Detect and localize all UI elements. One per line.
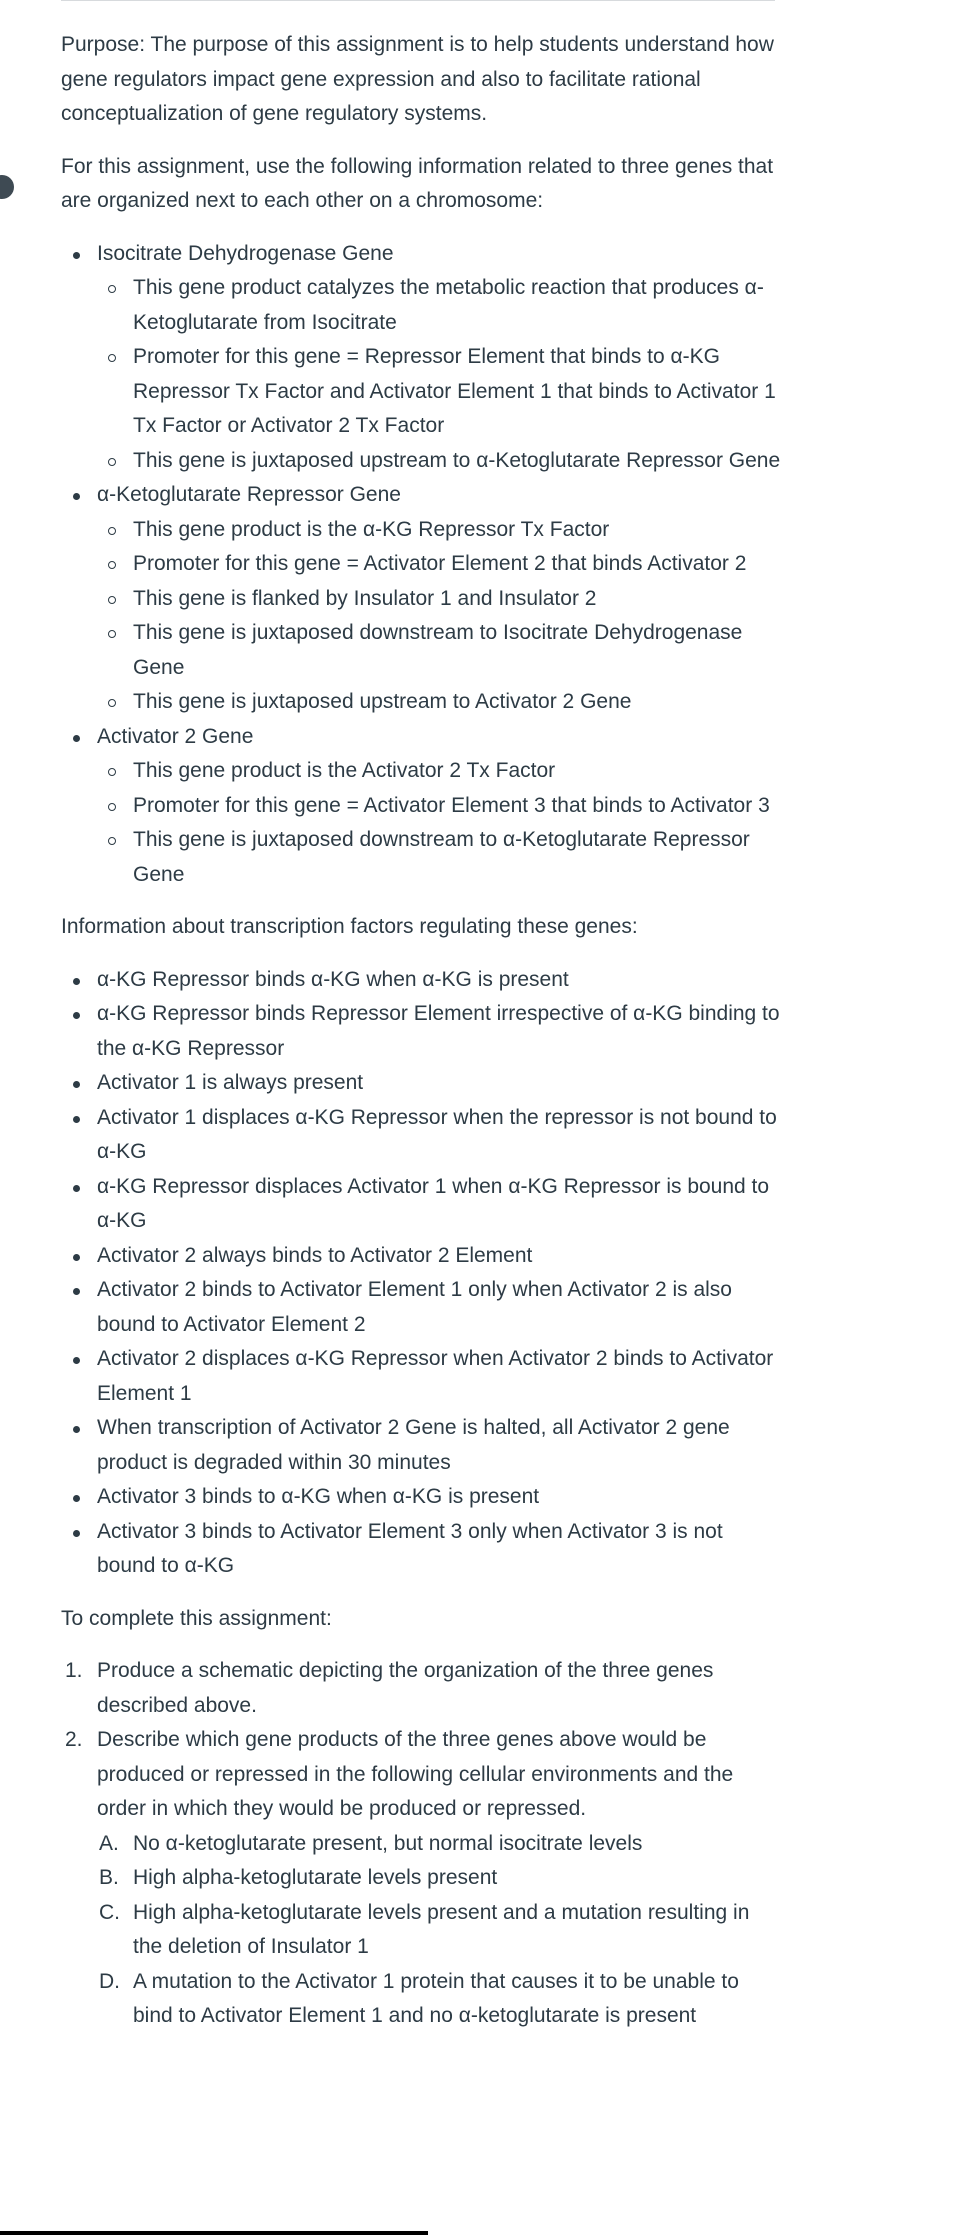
- tf-fact: α-KG Repressor displaces Activator 1 when α-KG Repressor is bound to α-KG: [61, 1170, 781, 1239]
- task-item: [61, 1723, 781, 2034]
- gene-detail: This gene is flanked by Insulator 1 and Insulator 2: [97, 582, 781, 617]
- gene-detail: This gene is juxtaposed upstream to Activator 2 Gene: [97, 685, 781, 720]
- circle-bullet-icon: [108, 561, 116, 569]
- tf-fact: Activator 3 binds to α-KG when α-KG is present: [61, 1480, 781, 1515]
- bullet-icon: [73, 493, 80, 500]
- gene-detail-list: [97, 754, 781, 892]
- circle-bullet-icon: [108, 630, 116, 638]
- tf-fact: Activator 1 displaces α-KG Repressor when the repressor is not bound to α-KG: [61, 1101, 781, 1170]
- gene-name: α-Ketoglutarate Repressor Gene: [97, 483, 401, 506]
- gene-list: [61, 237, 781, 893]
- bullet-icon: [73, 1288, 80, 1295]
- bullet-icon: [73, 1357, 80, 1364]
- scenario-list: [97, 1827, 781, 2034]
- tf-fact: Activator 2 displaces α-KG Repressor when Activator 2 binds to Activator Element 1: [61, 1342, 781, 1411]
- gene-item: [61, 237, 781, 479]
- task-list: [61, 1654, 781, 2034]
- tf-fact: Activator 2 binds to Activator Element 1 only when Activator 2 is also bound to Activator Element 2: [61, 1273, 781, 1342]
- intro-paragraph: For this assignment, use the following information related to three genes that are organized next to each other on a chromosome:: [61, 154, 774, 212]
- gene-detail: This gene is juxtaposed downstream to α-Ketoglutarate Repressor Gene: [97, 823, 781, 892]
- gene-detail: Promoter for this gene = Activator Element 3 that binds to Activator 3: [97, 789, 781, 824]
- bullet-icon: [73, 1012, 80, 1019]
- bullet-icon: [73, 1081, 80, 1088]
- top-divider: [61, 0, 775, 1]
- tf-fact: α-KG Repressor binds α-KG when α-KG is present: [61, 963, 781, 998]
- gene-detail-list: [97, 513, 781, 720]
- circle-bullet-icon: [108, 354, 116, 362]
- assignment-content: [61, 28, 781, 2034]
- bullet-icon: [73, 1116, 80, 1123]
- bullet-icon: [73, 1495, 80, 1502]
- scenario-item: A. No α-ketoglutarate present, but normal isocitrate levels: [99, 1831, 643, 1855]
- task-text: Describe which gene products of the three genes above would be produced or repressed in the following cellular environments and the order in which they would be produced or repressed.: [97, 1728, 734, 1820]
- circle-bullet-icon: [108, 768, 116, 776]
- bullet-icon: [73, 252, 80, 259]
- gene-detail: Promoter for this gene = Repressor Element that binds to α-KG Repressor Tx Factor and Activator Element 1 that binds to Activator 1 Tx Factor or Activator 2 Tx Factor: [97, 340, 781, 444]
- bullet-icon: [73, 735, 80, 742]
- purpose-paragraph: Purpose: The purpose of this assignment is to help students understand how gene regulators impact gene expression and also to facilitate rational conceptualization of gene regulatory systems.: [61, 33, 774, 125]
- complete-heading: To complete this assignment:: [61, 1606, 332, 1630]
- gene-name: Activator 2 Gene: [97, 724, 254, 748]
- task-text: Produce a schematic depicting the organization of the three genes described above.: [97, 1659, 714, 1717]
- task-number: 2.: [65, 1728, 83, 1751]
- circle-bullet-icon: [108, 837, 116, 845]
- side-handle[interactable]: [0, 175, 14, 199]
- gene-item: [61, 478, 781, 720]
- bullet-icon: [73, 1426, 80, 1433]
- tf-fact: Activator 3 binds to Activator Element 3 only when Activator 3 is not bound to α-KG: [61, 1515, 781, 1584]
- task-number: 1.: [65, 1659, 83, 1682]
- bullet-icon: [73, 978, 80, 985]
- tf-fact: Activator 2 always binds to Activator 2 Element: [61, 1239, 781, 1274]
- bottom-scrollbar[interactable]: [0, 2231, 428, 2235]
- circle-bullet-icon: [108, 458, 116, 466]
- tf-fact: α-KG Repressor binds Repressor Element irrespective of α-KG binding to the α-KG Repressor: [61, 997, 781, 1066]
- bullet-icon: [73, 1185, 80, 1192]
- circle-bullet-icon: [108, 285, 116, 293]
- bullet-icon: [73, 1530, 80, 1537]
- gene-detail: This gene product catalyzes the metabolic reaction that produces α-Ketoglutarate from Isocitrate: [97, 271, 781, 340]
- scenario-item: D. A mutation to the Activator 1 protein that causes it to be unable to bind to Activator Element 1 and no α-ketoglutarate is present: [99, 1969, 739, 2027]
- gene-detail-list: [97, 271, 781, 478]
- scenario-item: B. High alpha-ketoglutarate levels present: [99, 1866, 498, 1889]
- gene-detail: This gene product is the α-KG Repressor Tx Factor: [97, 513, 781, 548]
- circle-bullet-icon: [108, 596, 116, 604]
- gene-detail: This gene product is the Activator 2 Tx Factor: [97, 754, 781, 789]
- scenario-item: C. High alpha-ketoglutarate levels present and a mutation resulting in the deletion of Insulator 1: [99, 1900, 750, 1958]
- tf-fact: Activator 1 is always present: [61, 1066, 781, 1101]
- circle-bullet-icon: [108, 527, 116, 535]
- gene-detail: Promoter for this gene = Activator Element 2 that binds Activator 2: [97, 547, 781, 582]
- bullet-icon: [73, 1254, 80, 1261]
- task-item: [61, 1654, 781, 1723]
- gene-name: Isocitrate Dehydrogenase Gene: [97, 241, 394, 265]
- tf-fact: When transcription of Activator 2 Gene is halted, all Activator 2 gene product is degraded within 30 minutes: [61, 1411, 781, 1480]
- gene-detail: This gene is juxtaposed downstream to Isocitrate Dehydrogenase Gene: [97, 616, 781, 685]
- tf-heading: Information about transcription factors regulating these genes:: [61, 915, 638, 938]
- circle-bullet-icon: [108, 803, 116, 811]
- circle-bullet-icon: [108, 699, 116, 707]
- gene-item: [61, 720, 781, 893]
- gene-detail: This gene is juxtaposed upstream to α-Ketoglutarate Repressor Gene: [97, 444, 781, 479]
- tf-fact-list: [61, 963, 781, 1584]
